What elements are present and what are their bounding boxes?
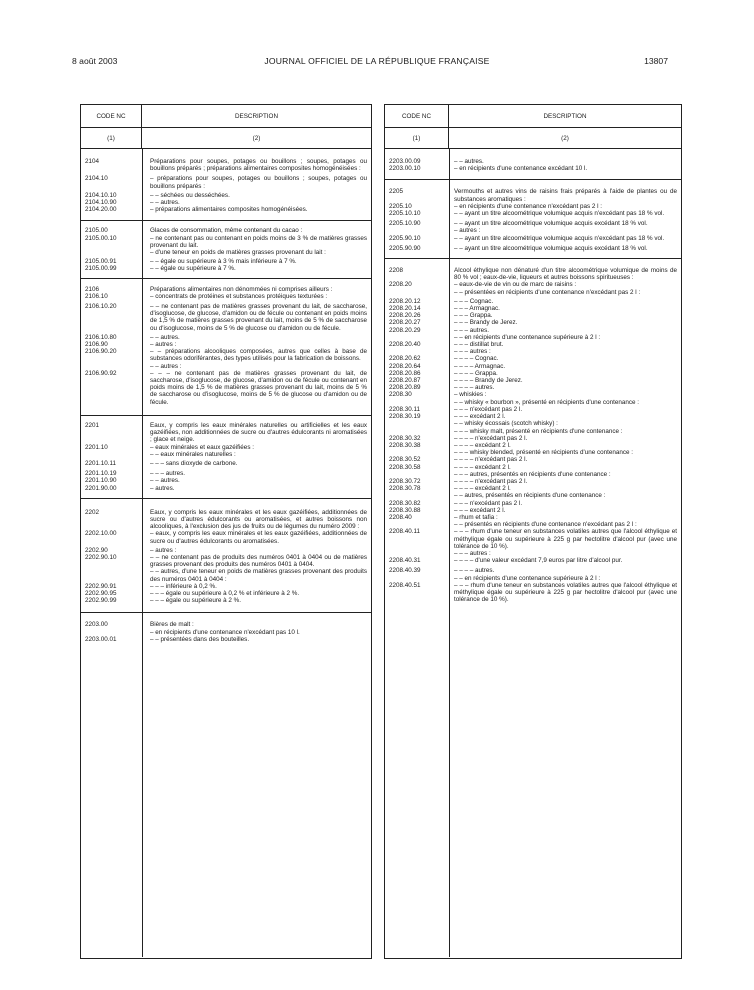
description-text: – – – Cognac.: [454, 297, 494, 305]
nc-code: 2205.10.90: [389, 220, 421, 228]
table-row: [385, 235, 681, 242]
nc-code: [385, 334, 449, 341]
nc-code: 2208: [389, 267, 404, 275]
nc-code: 2208.20.27: [389, 319, 421, 327]
description-text: Bières de malt :: [150, 621, 194, 629]
nc-code: 2201.10.90: [85, 477, 117, 485]
description-text: – – whisky « bourbon », présenté en récipients d'une contenance :: [454, 398, 639, 406]
table-row: [81, 554, 371, 568]
nc-code: 2202.90: [85, 546, 108, 554]
table-row: [81, 621, 371, 628]
table-row: [385, 567, 681, 574]
description-text: Vermouths et autres vins de raisins frais préparés à l'aide de plantes ou de substances aromatiques :: [454, 188, 677, 203]
code-column-number: (1): [412, 134, 421, 142]
nc-code: 2106.90.20: [85, 348, 117, 356]
table-row: [81, 286, 371, 293]
table-row: [81, 460, 371, 467]
nc-code: 2106.90.92: [85, 369, 117, 377]
description-text: Eaux, y compris les eaux minérales naturelles ou artificielles et les eaux gazéifiées, non additionnées de sucre ou d'autres édulcorants ni aromatisées ; glace et neige.: [150, 421, 367, 444]
table-row: [385, 245, 681, 252]
description-text: – – – n'excédant pas 2 l.: [454, 405, 523, 413]
nc-code: 2201.90.00: [85, 484, 117, 492]
nc-code: 2203.00: [85, 621, 108, 629]
description-text: – – eaux minérales naturelles :: [150, 450, 236, 458]
nc-code: 2202: [85, 508, 100, 516]
description-text: – – ne contenant pas de matières grasses provenant du lait, de saccharose, d'isoglucose, de glucose, d'amidon ou de fécule ou contenant en poids moins de 1,5 % de matières grasses provenant du lait, moins de 5 % de saccharose ou d'isoglucose, moins de 5 % de glucose ou d'amidon ou de fécule.: [150, 303, 367, 332]
table-row: [385, 281, 681, 288]
nc-code: 2106.90: [85, 341, 108, 349]
description-text: – – – – Cognac.: [454, 355, 499, 363]
table-row: [385, 478, 681, 485]
description-text: Préparations pour soupes, potages ou bouillons ; soupes, potages ou bouillons préparés ; préparations alimentaires composites homogénéisées :: [150, 158, 367, 173]
table-row: [385, 327, 681, 334]
description-text: – d'une teneur en poids de matières grasses provenant du lait :: [150, 249, 326, 257]
nc-code: 2106: [85, 285, 100, 293]
nc-code: 2208.30.32: [389, 434, 421, 442]
table-row: [385, 158, 681, 165]
table-row: [385, 399, 681, 406]
nc-code: 2104.10.10: [85, 191, 117, 199]
nc-code: 2208.40.11: [389, 528, 421, 536]
table-body: [385, 149, 681, 957]
table-row: [81, 629, 371, 636]
table-row: [81, 547, 371, 554]
nc-code: 2208.20.64: [389, 362, 421, 370]
nc-code: [385, 227, 449, 234]
description-text: Préparations alimentaires non dénommées ni comprises ailleurs :: [150, 285, 333, 293]
description-text: – – ayant un titre alcoométrique volumique acquis excédant 18 % vol.: [454, 220, 648, 228]
description-text: – – – égale ou supérieure à 2 %.: [150, 597, 242, 605]
nc-code: 2208.30.82: [389, 499, 421, 507]
nc-code: [385, 449, 449, 456]
table-row: [81, 265, 371, 272]
table-row: [81, 509, 371, 531]
description-text: – – – – autres.: [454, 567, 495, 575]
table-row: [385, 289, 681, 296]
table-row: [81, 597, 371, 604]
description-text: – – – excédant 2 l.: [454, 506, 506, 514]
description-text: – préparations alimentaires composites homogénéisées.: [150, 206, 308, 214]
code-column-number: (1): [107, 134, 115, 142]
tariff-table-right: [384, 104, 682, 959]
description-text: – – – whisky blended, présenté en récipients d'une contenance :: [454, 449, 634, 457]
description-text: – – autres.: [150, 333, 180, 341]
heading-group: [81, 149, 371, 221]
nc-code: [385, 550, 449, 557]
nc-code: 2202.90.91: [85, 582, 117, 590]
table-row: [81, 258, 371, 265]
description-text: – autres :: [454, 227, 481, 235]
description-text: – – – excédant 2 l.: [454, 413, 506, 421]
table-row: [385, 464, 681, 471]
description-text: – – présentés en récipients d'une contenance n'excédant pas 2 l :: [454, 521, 637, 529]
table-row: [81, 158, 371, 172]
nc-code: 2106.10.80: [85, 333, 117, 341]
table-body: [81, 149, 371, 957]
nc-code: 2208.30.78: [389, 485, 421, 493]
heading-group: [81, 499, 371, 614]
description-text: – – – n'excédant pas 2 l.: [454, 499, 523, 507]
description-text: – – – Grappa.: [454, 312, 493, 320]
table-row: [385, 485, 681, 492]
table-header: [385, 105, 681, 149]
description-text: – eaux-de-vie de vin ou de marc de raisins :: [454, 281, 577, 289]
page-date: 8 août 2003: [72, 56, 118, 66]
nc-code: 2208.30.38: [389, 441, 421, 449]
table-row: [81, 348, 371, 362]
nc-code: 2208.20.86: [389, 369, 421, 377]
table-row: [81, 477, 371, 484]
nc-code: 2208.20.89: [389, 384, 421, 392]
description-text: – – égale ou supérieure à 3 % mais inférieure à 7 %.: [150, 258, 297, 266]
nc-code: 2205.10: [389, 202, 412, 210]
description-text: – – ne contenant pas de produits des numéros 0401 à 0404 ou de matières grasses provenant des produits des numéros 0401 à 0404.: [150, 553, 367, 569]
description-text: – autres :: [150, 546, 177, 554]
table-row: [385, 471, 681, 478]
nc-code: 2208.30.72: [389, 477, 421, 485]
nc-code: 2201.10.11: [85, 459, 117, 467]
heading-group: [385, 259, 681, 609]
heading-group: [81, 221, 371, 278]
table-row: [385, 203, 681, 210]
table-row: [385, 557, 681, 564]
description-text: – – – distillat brut.: [454, 341, 504, 349]
description-text: – – – rhum d'une teneur en substances volatiles autres que l'alcool éthylique et méthylique égale ou supérieure à 225 g par hectolitre d'alcool pur (avec une tolérance de 10 %).: [454, 581, 677, 604]
table-row: [81, 249, 371, 256]
description-text: – eaux, y compris les eaux minérales et les eaux gazéifiées, additionnées de sucre ou d'autres édulcorants ou aromatisées.: [150, 530, 367, 545]
table-row: [385, 420, 681, 427]
description-text: – – – autres.: [454, 326, 490, 334]
description-text: – whiskies :: [454, 391, 487, 399]
description-text: – – – – excédant 2 l.: [454, 463, 511, 471]
description-text: – – – rhum d'une teneur en substances volatiles autres que l'alcool éthylique et méthylique égale ou supérieure à 225 g par hectolitre d'alcool pur (avec une tolérance de 10 %).: [454, 528, 677, 550]
table-row: [385, 384, 681, 391]
nc-code: 2104.20.00: [85, 206, 117, 214]
journal-title: JOURNAL OFFICIEL DE LA RÉPUBLIQUE FRANÇAISE: [264, 56, 490, 66]
table-row: [385, 514, 681, 521]
table-row: [385, 227, 681, 234]
table-row: [385, 406, 681, 413]
table-row: [81, 199, 371, 206]
table-row: [81, 485, 371, 492]
description-text: – – – autres, présentés en récipients d'une contenance :: [454, 470, 611, 478]
heading-group: [81, 416, 371, 499]
table-row: [81, 227, 371, 234]
table-row: [81, 583, 371, 590]
heading-group: [81, 279, 371, 416]
nc-code: 2208.20.29: [389, 326, 421, 334]
description-text: – – – – Brandy de Jerez.: [454, 377, 523, 385]
nc-code: 2203.00.09: [389, 158, 421, 165]
nc-code: 2205.90.10: [389, 234, 421, 242]
table-row: [385, 449, 681, 456]
table-row: [81, 451, 371, 458]
nc-code: 2202.10.00: [85, 530, 117, 538]
table-row: [385, 312, 681, 319]
nc-code: 2208.30: [389, 391, 412, 399]
description-text: – – – autres.: [150, 470, 186, 478]
table-row: [81, 470, 371, 477]
code-column-header: CODE NC: [385, 105, 448, 128]
heading-group: [81, 613, 371, 645]
nc-code: [385, 420, 449, 427]
nc-code: [385, 492, 449, 499]
table-row: [385, 355, 681, 362]
table-row: [81, 175, 371, 189]
nc-code: [385, 428, 449, 435]
nc-code: 2208.30.11: [389, 405, 421, 413]
table-row: [81, 303, 371, 332]
table-row: [385, 341, 681, 348]
table-row: [385, 521, 681, 528]
description-text: – – – inférieure à 0,2 %.: [150, 582, 217, 590]
description-text: – – – autres :: [454, 549, 491, 557]
description-text: – – préparations alcooliques composées, autres que celles à base de substances odoriférantes, des types utilisés pour la fabrication de boissons.: [150, 348, 367, 363]
nc-code: 2208.20.26: [389, 312, 421, 320]
description-text: – – autres.: [150, 477, 180, 485]
description-text: – – – – n'excédant pas 2 l.: [454, 477, 528, 485]
table-row: [385, 319, 681, 326]
table-row: [385, 442, 681, 449]
nc-code: 2208.40: [389, 513, 412, 521]
table-row: [385, 220, 681, 227]
description-text: – en récipients d'une contenance excédant 10 l.: [454, 165, 588, 173]
nc-code: 2208.40.51: [389, 581, 421, 589]
table-row: [81, 363, 371, 370]
description-text: – préparations pour soupes, potages ou bouillons ; soupes, potages ou bouillons préparés :: [150, 175, 367, 190]
nc-code: 2201.10.19: [85, 470, 117, 478]
nc-code: 2205: [389, 188, 404, 196]
description-text: – – – ne contenant pas de matières grasses provenant du lait, de saccharose, d'isoglucose, de glucose, d'amidon ou de fécule ou contenant en poids moins de 1,5 % de matières grasses provenant du lait, moins de 5 % de saccharose ou d'isoglucose, moins de 5 % de glucose ou d'amidon ou de fécule.: [150, 369, 367, 406]
table-row: [81, 636, 371, 643]
nc-code: 2105.00.91: [85, 258, 117, 266]
description-text: Eaux, y compris les eaux minérales et les eaux gazéifiées, additionnées de sucre ou d'autres édulcorants ou aromatisées, et autres boissons non alcooliques, à l'exclusion des jus de fruits ou de légumes du numéro 2009 :: [150, 508, 367, 531]
nc-code: 2104.10: [85, 175, 108, 183]
description-text: Glaces de consommation, même contenant du cacao :: [150, 227, 303, 235]
table-row: [385, 456, 681, 463]
description-text: – – – Armagnac.: [454, 305, 500, 313]
description-text: – – – égale ou supérieure à 0,2 % et inférieure à 2 %.: [150, 589, 300, 597]
nc-code: 2106.10.20: [85, 303, 117, 311]
nc-code: 2203.00.01: [85, 635, 117, 643]
table-row: [385, 507, 681, 514]
table-row: [81, 530, 371, 544]
description-text: – – en récipients d'une contenance supérieure à 2 l :: [454, 574, 601, 582]
table-row: [81, 444, 371, 451]
description-column-header: DESCRIPTION: [449, 105, 681, 128]
table-row: [385, 413, 681, 420]
nc-code: [385, 289, 449, 296]
description-text: – – – – n'excédant pas 2 l.: [454, 456, 528, 464]
nc-code: [81, 249, 142, 256]
nc-code: 2208.30.88: [389, 506, 421, 514]
nc-code: 2208.40.31: [389, 557, 421, 565]
table-row: [385, 305, 681, 312]
description-text: – – – – excédant 2 l.: [454, 441, 511, 449]
description-text: – – autres.: [150, 199, 180, 207]
table-row: [385, 363, 681, 370]
description-column-number: (2): [252, 134, 261, 142]
table-row: [385, 370, 681, 377]
table-row: [385, 210, 681, 217]
table-row: [385, 528, 681, 550]
description-text: – – présentées en récipients d'une contenance n'excédant pas 2 l :: [454, 288, 641, 296]
nc-code: [81, 451, 142, 458]
description-text: – – autres, présentés en récipients d'une contenance :: [454, 492, 606, 500]
nc-code: 2105.00: [85, 227, 108, 235]
description-text: – – – – excédant 2 l.: [454, 485, 511, 493]
description-text: – autres :: [150, 341, 177, 349]
nc-code: 2208.20.87: [389, 377, 421, 385]
table-row: [81, 235, 371, 249]
nc-code: [385, 521, 449, 528]
table-row: [81, 334, 371, 341]
table-row: [385, 391, 681, 398]
description-text: – – – – autres.: [454, 384, 495, 392]
nc-code: [385, 575, 449, 582]
table-row: [81, 568, 371, 582]
nc-code: 2208.40.39: [389, 567, 421, 575]
description-text: – – égale ou supérieure à 7 %.: [150, 265, 236, 273]
nc-code: 2203.00.10: [389, 165, 421, 173]
heading-group: [385, 180, 681, 259]
nc-code: 2202.90.10: [85, 553, 117, 561]
nc-code: 2205.10.10: [389, 210, 421, 218]
description-text: – – – autres :: [454, 348, 491, 356]
description-text: – en récipients d'une contenance n'excédant pas 2 l :: [454, 202, 603, 210]
nc-code: 2104: [85, 158, 100, 165]
description-text: – – présentées dans des bouteilles.: [150, 635, 250, 643]
table-row: [81, 341, 371, 348]
nc-code: 2202.90.95: [85, 589, 117, 597]
nc-code: [81, 568, 142, 582]
nc-code: 2105.00.99: [85, 265, 117, 273]
description-column-header: DESCRIPTION: [142, 105, 371, 128]
table-row: [385, 267, 681, 281]
description-text: – ne contenant pas ou contenant en poids moins de 3 % de matières grasses provenant du lait.: [150, 234, 367, 249]
nc-code: 2208.20: [389, 281, 412, 289]
description-text: – – – – n'excédant pas 2 l.: [454, 434, 528, 442]
description-text: – en récipients d'une contenance n'excédant pas 10 l.: [150, 628, 300, 636]
table-row: [385, 334, 681, 341]
nc-code: 2208.30.19: [389, 413, 421, 421]
page-number: 13807: [644, 56, 668, 66]
description-text: – autres.: [150, 484, 175, 492]
tariff-table-left: [80, 104, 372, 959]
nc-code: 2208.30.58: [389, 463, 421, 471]
nc-code: 2205.90.90: [389, 244, 421, 252]
nc-code: 2208.20.14: [389, 305, 421, 313]
nc-code: [385, 471, 449, 478]
description-text: – – autres, d'une teneur en poids de matières grasses provenant des produits des numéros 0401 à 0404 :: [150, 568, 367, 583]
table-row: [81, 370, 371, 406]
description-column-number: (2): [561, 134, 569, 142]
nc-code: 2202.90.99: [85, 597, 117, 605]
description-text: – – ayant un titre alcoométrique volumique acquis n'excédant pas 18 % vol.: [454, 210, 665, 218]
description-text: – eaux minérales et eaux gazéifiées :: [150, 443, 254, 451]
description-text: – – – – d'une valeur excédant 7,9 euros par litre d'alcool pur.: [454, 557, 623, 565]
table-row: [385, 550, 681, 557]
description-text: – – – whisky malt, présenté en récipients d'une contenance :: [454, 427, 623, 435]
table-row: [385, 500, 681, 507]
nc-code: 2208.20.12: [389, 297, 421, 305]
description-text: – – autres :: [150, 362, 182, 370]
table-row: [385, 428, 681, 435]
table-row: [81, 293, 371, 300]
table-row: [385, 435, 681, 442]
description-text: – – en récipients d'une contenance supérieure à 2 l :: [454, 333, 601, 341]
nc-code: 2105.00.10: [85, 234, 117, 242]
table-row: [385, 165, 681, 172]
nc-code: 2106.10: [85, 292, 108, 300]
description-text: – – ayant un titre alcoométrique volumique acquis n'excédant pas 18 % vol.: [454, 234, 665, 242]
description-text: – – autres.: [454, 158, 484, 165]
nc-code: 2208.30.52: [389, 456, 421, 464]
nc-code: 2208.20.62: [389, 355, 421, 363]
description-text: – – – – Grappa.: [454, 369, 498, 377]
table-row: [385, 348, 681, 355]
nc-code: 2201.10: [85, 443, 108, 451]
table-header: [81, 105, 371, 149]
table-row: [385, 377, 681, 384]
description-text: – rhum et tafia :: [454, 513, 498, 521]
heading-group: [385, 149, 681, 180]
description-text: – – – – Armagnac.: [454, 362, 506, 370]
description-text: – concentrats de protéines et substances protéiques texturées :: [150, 292, 328, 300]
description-text: – – ayant un titre alcoométrique volumique acquis excédant 18 % vol.: [454, 244, 648, 252]
description-text: – – séchées ou desséchées.: [150, 191, 230, 199]
table-row: [385, 492, 681, 499]
table-row: [385, 298, 681, 305]
nc-code: [385, 348, 449, 355]
description-text: – – – sans dioxyde de carbone.: [150, 459, 238, 467]
nc-code: [81, 363, 142, 370]
table-row: [385, 188, 681, 202]
description-text: Alcool éthylique non dénaturé d'un titre alcoométrique volumique de moins de 80 % vol ; eaux-de-vie, liqueurs et autres boissons spiritueuses :: [454, 267, 677, 282]
code-column-header: CODE NC: [81, 105, 141, 128]
table-row: [81, 590, 371, 597]
table-row: [385, 575, 681, 582]
nc-code: [81, 629, 142, 636]
table-row: [81, 206, 371, 213]
nc-code: 2201: [85, 421, 100, 429]
table-row: [385, 582, 681, 604]
nc-code: 2208.20.40: [389, 341, 421, 349]
table-row: [81, 422, 371, 444]
description-text: – – whisky écossais (scotch whisky) :: [454, 420, 558, 428]
nc-code: [385, 399, 449, 406]
description-text: – – – Brandy de Jerez.: [454, 319, 518, 327]
table-row: [81, 192, 371, 199]
nc-code: 2104.10.90: [85, 199, 117, 207]
